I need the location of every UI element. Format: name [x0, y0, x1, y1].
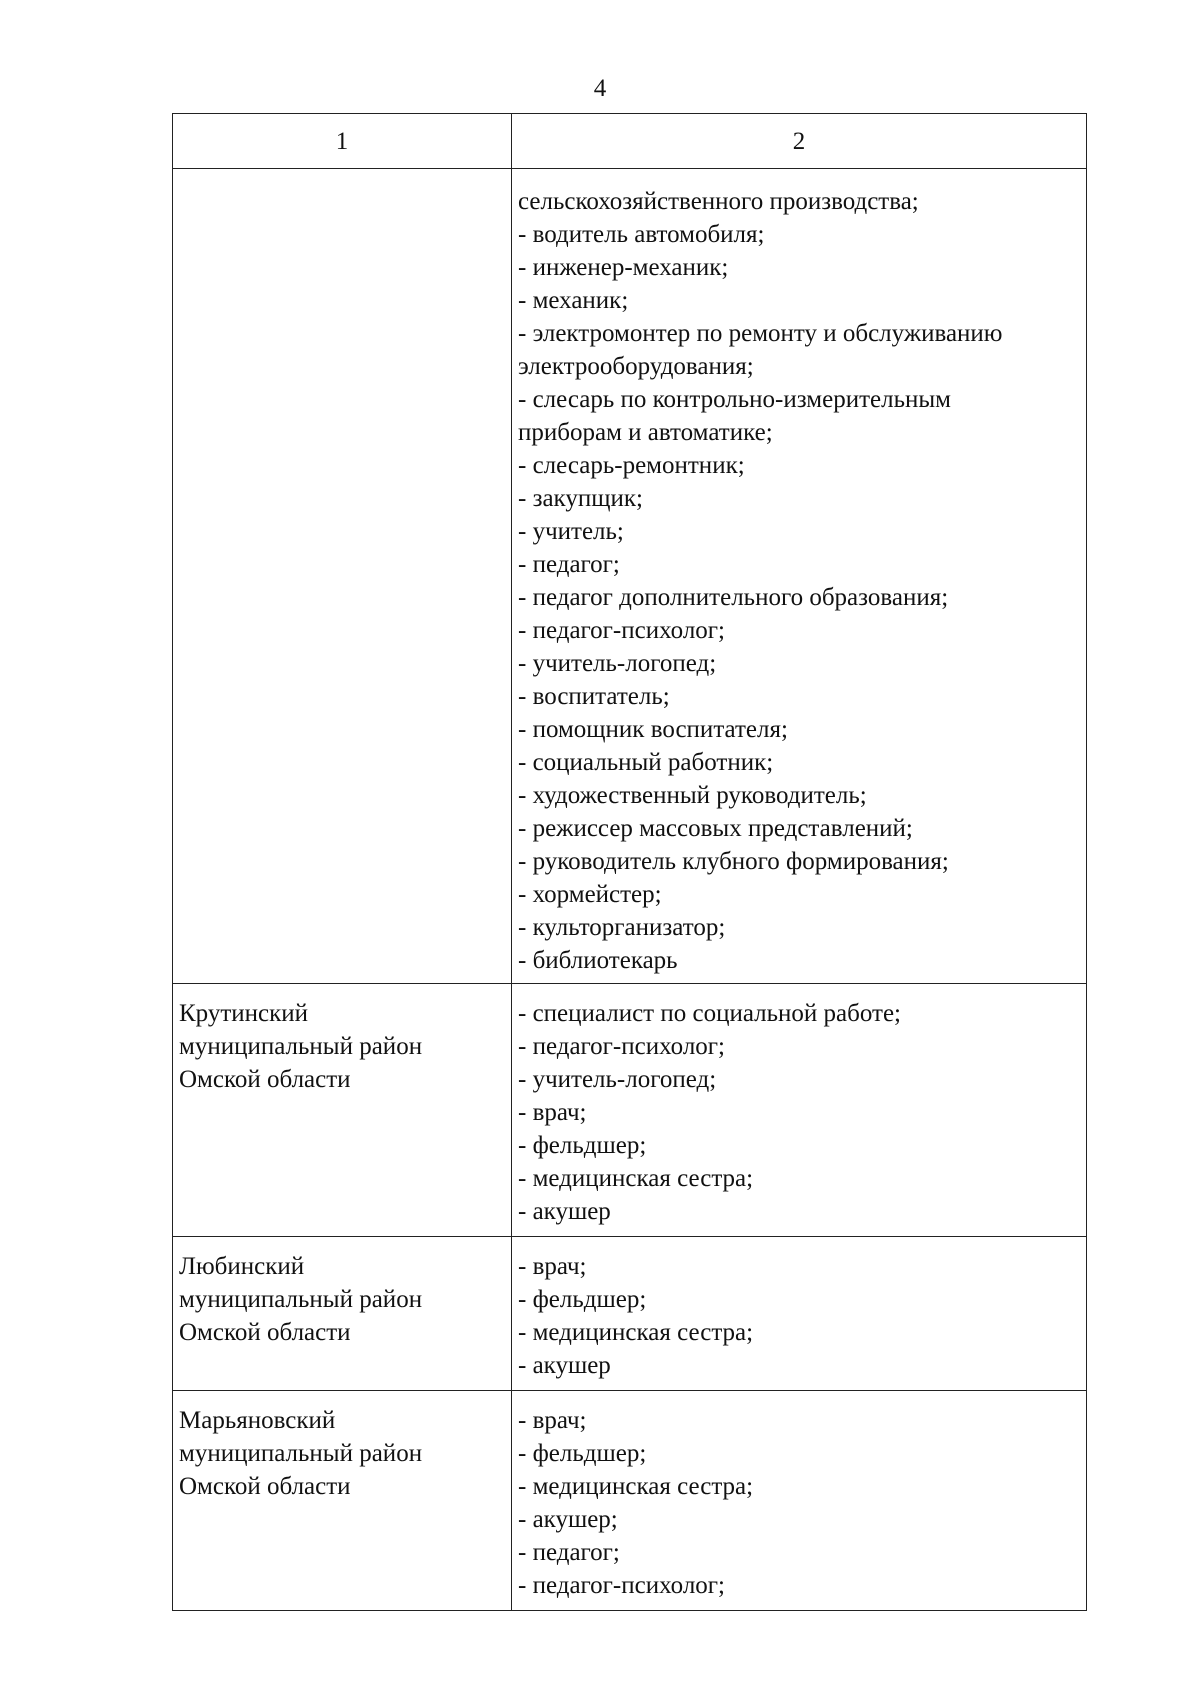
profession-item: - учитель-логопед;: [518, 1066, 717, 1093]
professions-table: [172, 113, 1087, 1611]
district-cell: [173, 1391, 512, 1611]
profession-item: - фельдшер;: [518, 1440, 647, 1467]
district-cell: [173, 984, 512, 1237]
profession-item: - инженер-механик;: [518, 254, 729, 281]
district-line: Омской области: [179, 1319, 351, 1346]
profession-item: - закупщик;: [518, 485, 643, 512]
district-line: муниципальный район: [179, 1286, 423, 1313]
profession-item: электрооборудования;: [518, 353, 754, 380]
profession-item: - режиссер массовых представлений;: [518, 815, 913, 842]
table-row: [173, 1237, 1087, 1391]
district-line: Любинский: [179, 1253, 305, 1280]
professions-cell: [512, 1391, 1087, 1611]
district-cell: [173, 169, 512, 984]
profession-item: - медицинская сестра;: [518, 1165, 754, 1192]
profession-item: - учитель;: [518, 518, 624, 545]
profession-item: - педагог-психолог;: [518, 1572, 725, 1599]
profession-item: - руководитель клубного формирования;: [518, 848, 949, 875]
profession-item: - слесарь-ремонтник;: [518, 452, 745, 479]
profession-item: - фельдшер;: [518, 1286, 647, 1313]
profession-item: - врач;: [518, 1407, 587, 1434]
profession-item: - педагог;: [518, 1539, 620, 1566]
profession-item: - хормейстер;: [518, 881, 662, 908]
profession-item: - учитель-логопед;: [518, 650, 717, 677]
profession-item: - библиотекарь: [518, 947, 678, 974]
district-line: Омской области: [179, 1066, 351, 1093]
table-row: [173, 1391, 1087, 1611]
profession-item: - педагог;: [518, 551, 620, 578]
column-header-1: 1: [173, 114, 512, 169]
table-row: [173, 984, 1087, 1237]
profession-item: - слесарь по контрольно-измерительным: [518, 386, 951, 413]
profession-item: - фельдшер;: [518, 1132, 647, 1159]
profession-item: - водитель автомобиля;: [518, 221, 765, 248]
profession-item: - врач;: [518, 1253, 587, 1280]
table-row: [173, 169, 1087, 984]
profession-item: - механик;: [518, 287, 629, 314]
district-line: Крутинский: [179, 1000, 309, 1027]
profession-item: - культорганизатор;: [518, 914, 726, 941]
professions-cell: [512, 1237, 1087, 1391]
profession-item: - медицинская сестра;: [518, 1319, 754, 1346]
profession-item: - помощник воспитателя;: [518, 716, 788, 743]
profession-item: приборам и автоматике;: [518, 419, 773, 446]
professions-cell: [512, 169, 1087, 984]
profession-item: - акушер;: [518, 1506, 618, 1533]
profession-item: - акушер: [518, 1352, 611, 1379]
profession-item: - художественный руководитель;: [518, 782, 867, 809]
district-line: муниципальный район: [179, 1440, 423, 1467]
profession-item: - медицинская сестра;: [518, 1473, 754, 1500]
profession-item: - воспитатель;: [518, 683, 670, 710]
district-line: Омской области: [179, 1473, 351, 1500]
profession-item: - врач;: [518, 1099, 587, 1126]
profession-item: - электромонтер по ремонту и обслуживанию: [518, 320, 1003, 347]
table-header-row: [173, 114, 1087, 169]
profession-item: - педагог дополнительного образования;: [518, 584, 949, 611]
page-number: 4: [593, 75, 607, 102]
profession-item: - специалист по социальной работе;: [518, 1000, 901, 1027]
profession-item: - акушер: [518, 1198, 611, 1225]
column-header-2: 2: [512, 114, 1087, 169]
profession-item: сельскохозяйственного производства;: [518, 188, 919, 215]
profession-item: - педагог-психолог;: [518, 617, 725, 644]
district-cell: [173, 1237, 512, 1391]
district-line: Марьяновский: [179, 1407, 336, 1434]
professions-cell: [512, 984, 1087, 1237]
profession-item: - педагог-психолог;: [518, 1033, 725, 1060]
district-line: муниципальный район: [179, 1033, 423, 1060]
profession-item: - социальный работник;: [518, 749, 774, 776]
